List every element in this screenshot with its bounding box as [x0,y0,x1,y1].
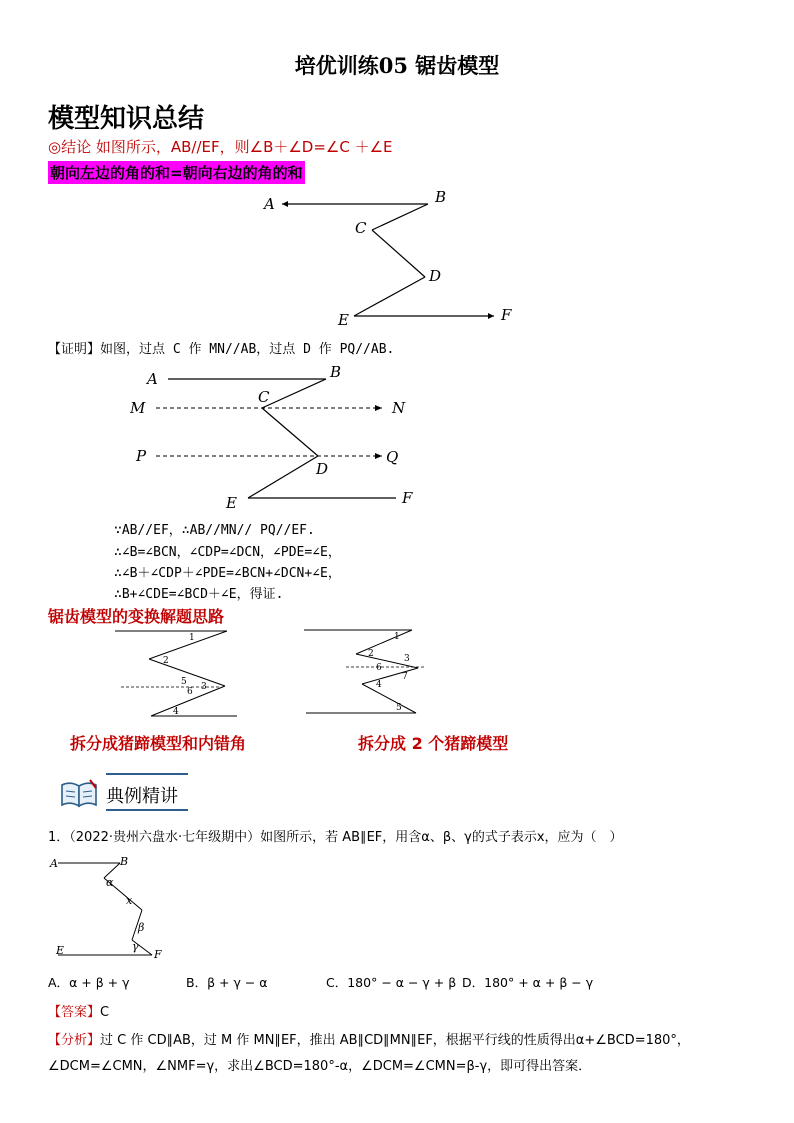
label-c: C [355,219,367,237]
question-text: 1．（2022·贵州六盘水·七年级期中）如图所示，若 AB∥EF，用含α、β、γ的式子表示x，应为（ ） [48,830,623,845]
angle-number: 5 [396,703,402,713]
label-e: E [226,494,237,512]
transform-heading: 锯齿模型的变换解题思路 [48,607,225,626]
proof-step: ∵AB//EF，∴AB//MN// PQ//EF. [114,523,315,538]
example-heading: 典例精讲 [106,786,178,807]
angle-number: 1 [189,633,195,643]
angle-number: 3 [404,654,410,664]
label-b: B [330,363,342,381]
angle-number: 2 [368,649,374,659]
option-d: D．180° + α + β − γ [462,975,594,990]
angle-number: 4 [173,707,179,717]
label-p: P [136,447,147,465]
option-c: C．180° − α − γ + β [326,975,457,990]
label-n: N [392,399,406,417]
highlight-rule: 朝向左边的角的和=朝向右边的角的和 [48,161,305,184]
label-d: D [316,460,329,478]
angle-number: 6 [376,663,382,673]
label-f: F [154,948,162,961]
figure-proof [130,362,430,514]
label-a: A [264,195,275,213]
label-d: D [429,267,442,285]
proof-intro: 【证明】如图，过点 C 作 MN//AB，过点 D 作 PQ//AB. [48,342,395,357]
label-q: Q [386,448,399,466]
figure-transform-left [115,626,245,722]
angle-number: 3 [201,682,207,692]
angle-number: 2 [163,656,169,666]
proof-step: ∴B+∠CDE=∠BCD＋∠E，得证. [114,587,284,602]
book-icon [60,779,100,809]
figure-transform-right [300,626,430,722]
angle-number: 1 [394,632,400,642]
proof-step: ∴∠B=∠BCN，∠CDP=∠DCN，∠PDE=∠E， [114,545,341,560]
label-e: E [56,944,65,957]
angle-number: 5 [181,677,187,687]
label-gamma: γ [132,940,139,953]
angle-number: 4 [376,680,382,690]
figure-question [48,854,178,962]
section-heading: 模型知识总结 [48,104,205,134]
label-beta: β [138,921,145,934]
example-header [60,773,190,813]
label-f: F [501,306,512,324]
analysis-line-1: 【分析】过 C 作 CD∥AB，过 M 作 MN∥EF，推出 AB∥CD∥MN∥EF，根据平行线的性质得出α+∠BCD=180°， [48,1033,690,1048]
figure-sawtooth-model [250,180,530,330]
label-a: A [50,857,58,870]
label-alpha: α [106,876,114,889]
answer-line: 【答案】C [48,1005,110,1020]
label-f: F [402,489,413,507]
label-c: C [258,388,270,406]
label-x: x [126,894,133,907]
conclusion-text: ◎结论 如图所示，AB//EF，则∠B＋∠D=∠C ＋∠E [48,138,393,156]
analysis-line-2: ∠DCM=∠CMN，∠NMF=γ，求出∠BCD=180°-α，∠DCM=∠CMN=β-γ，即可得出答案． [48,1059,592,1074]
page-title: 培优训练05 锯齿模型 [294,53,500,78]
label-e: E [338,311,349,329]
label-a: A [147,370,158,388]
proof-step: ∴∠B＋∠CDP＋∠PDE=∠BCN+∠DCN+∠E， [114,566,341,581]
caption-right: 拆分成 2 个猪蹄模型 [358,734,509,753]
label-b: B [435,188,447,206]
label-b: B [120,855,129,868]
label-m: M [130,399,146,417]
angle-number: 7 [402,672,408,682]
option-a: A．α + β + γ [48,975,130,990]
option-b: B．β + γ − α [186,975,268,990]
caption-left: 拆分成猪蹄模型和内错角 [70,734,247,753]
angle-number: 6 [187,687,193,697]
